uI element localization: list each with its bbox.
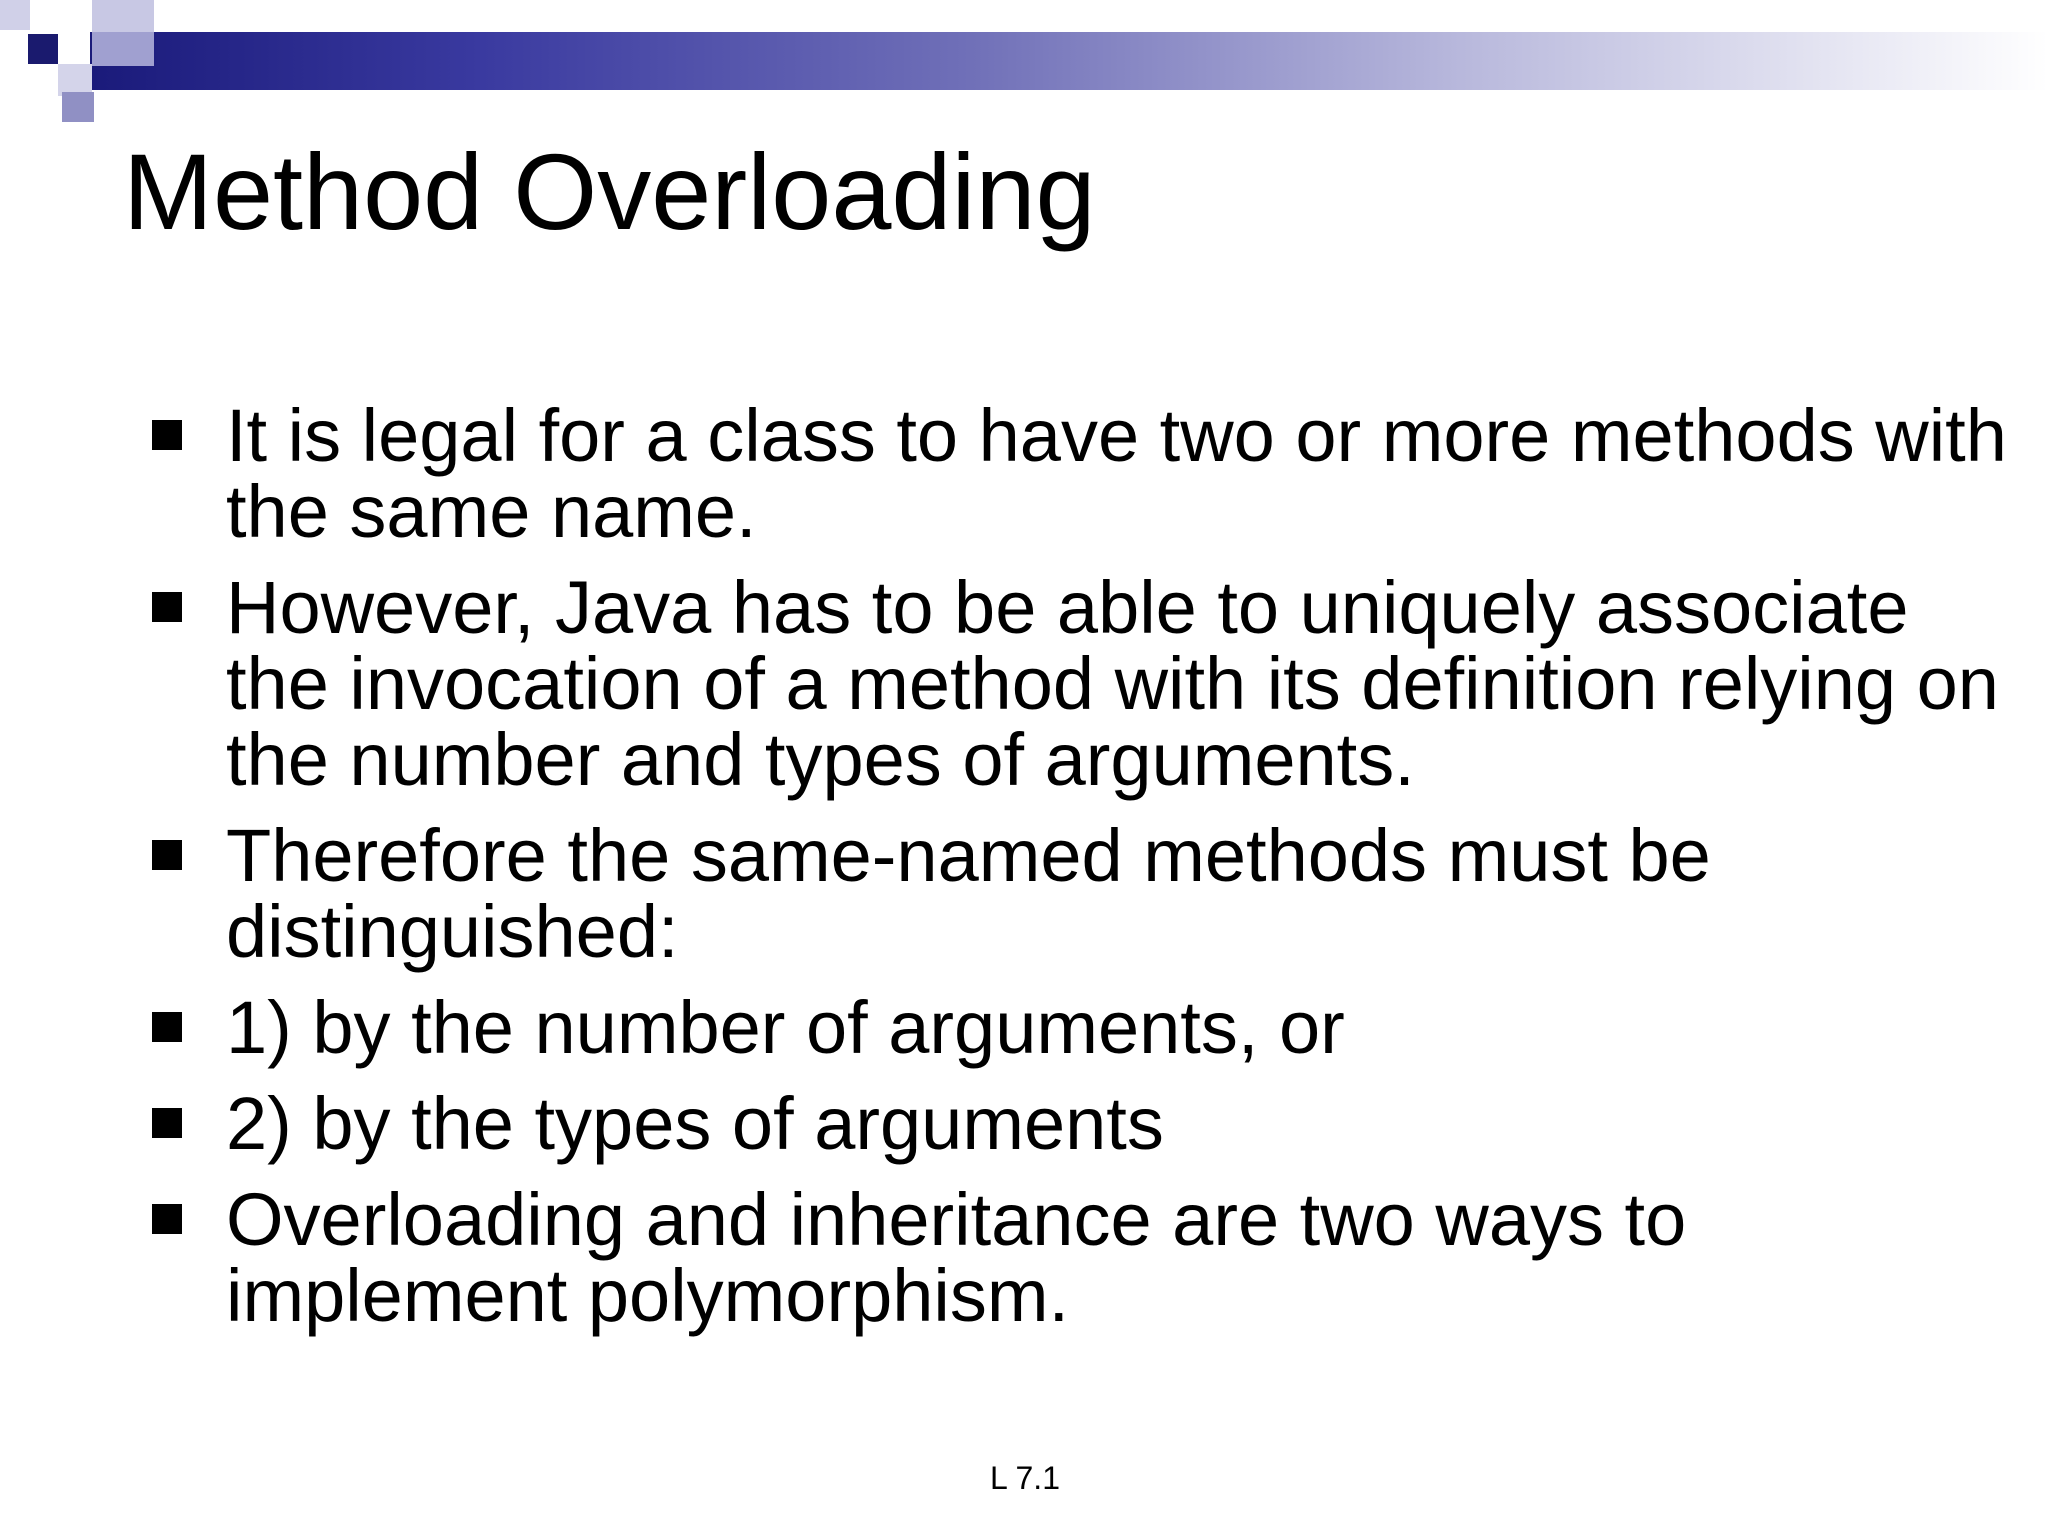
bullet-item [150,986,2010,1069]
slide-number-label: L 7.1 [990,1460,1060,1496]
decorative-square [0,0,30,30]
bullet-text: However, Java has to be able to uniquely associate the invocation of a method with its definition relying on the number and types of arguments. [226,566,1999,801]
square-bullet-icon [152,840,182,870]
bullet-text: Therefore the same-named methods must be distinguished: [226,814,1711,973]
bullet-item [150,1082,2010,1165]
square-bullet-icon [152,1012,182,1042]
header-gradient-bar [90,32,2048,90]
square-bullet-icon [152,592,182,622]
decorative-square [28,34,58,64]
bullet-text: 2) by the types of arguments [226,1082,1164,1165]
square-bullet-icon [152,420,182,450]
bullet-text: 1) by the number of arguments, or [226,986,1345,1069]
decorative-square [92,0,154,32]
decorative-square [92,32,154,66]
decorative-square [62,92,94,122]
square-bullet-icon [152,1108,182,1138]
bullet-item [150,814,2010,973]
bullet-text: Overloading and inheritance are two ways to implement polymorphism. [226,1178,1687,1337]
slide-title: Method Overloading [123,131,1096,252]
square-bullet-icon [152,1204,182,1234]
bullet-item [150,1178,2010,1337]
bullet-item [150,566,2010,801]
bullet-item [150,394,2010,553]
bullet-list [150,394,2010,1354]
bullet-text: It is legal for a class to have two or more methods with the same name. [226,394,2007,553]
